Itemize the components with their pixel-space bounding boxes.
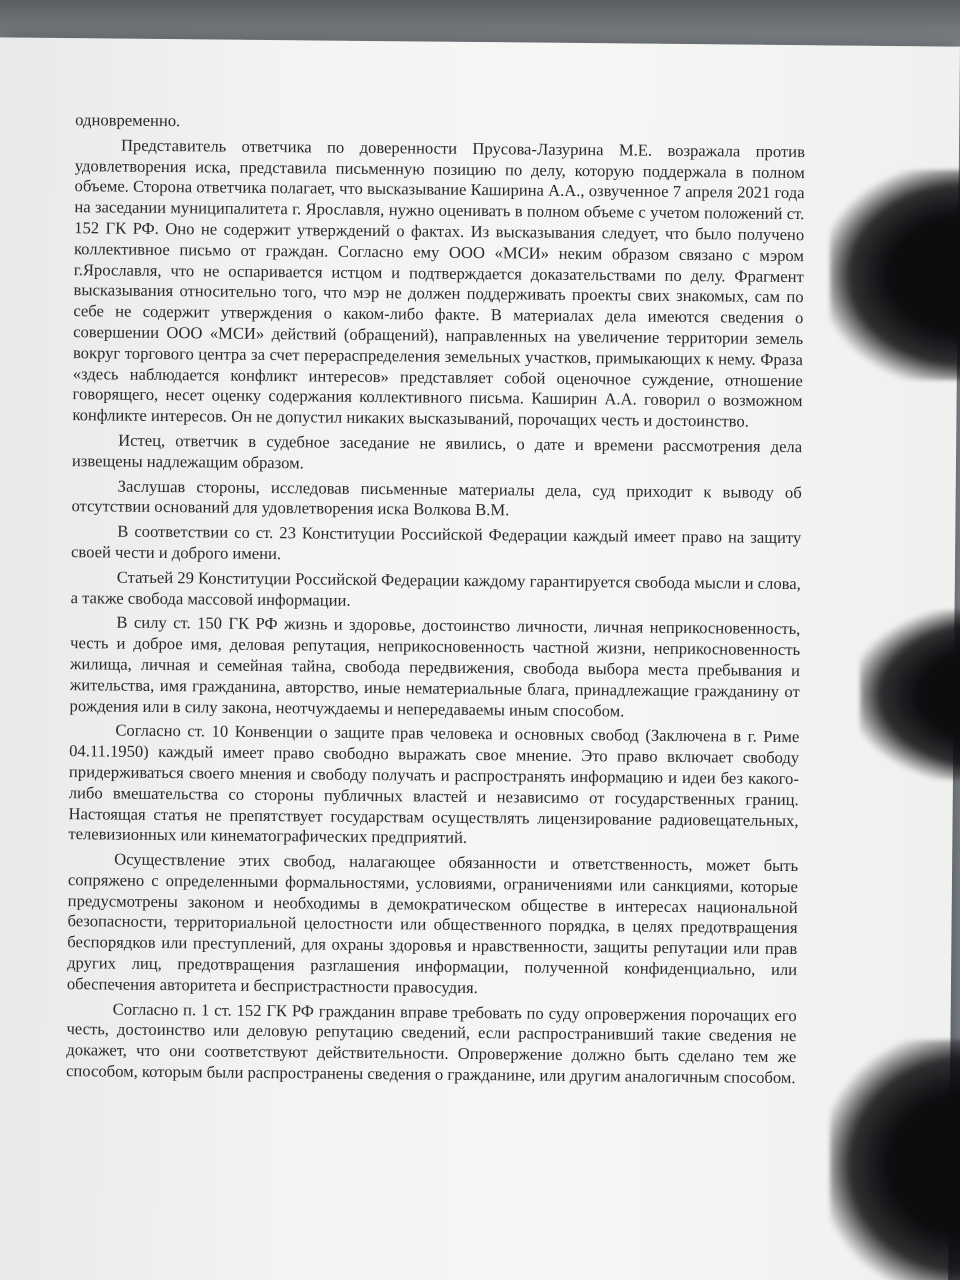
paragraph-constitution-art29: Статьей 29 Конституции Российской Федерации каждому гарантируется свобода мысли и слова, а также свобода массовой информации. <box>70 567 801 610</box>
document-page <box>0 37 960 1280</box>
paragraph-court-conclusion: Заслушав стороны, исследовав письменные материалы дела, суд приходит к выводу об отсутствии оснований для удовлетворения иска Волкова В.М. <box>71 476 802 520</box>
paragraph-freedoms-restrictions: Осуществление этих свобод, налагающее обязанности и ответственность, может быть сопряжено с определенными формальностями, условиями, ограничениями или санкциями, которые предусмотрены законом и необходимы в демократическом обществе в интересах национальной безопасности, территориальной целостности или общественного порядка, в целях предотвращения беспорядков или преступлений, для охраны здоровья и нравственности, защиты репутации или прав других лиц, предотвращения разглашения информации, полученной конфиденциально, или обеспечения авторитета и беспристрастности правосудия. <box>66 849 799 997</box>
paragraph-civil-code-art150: В силу ст. 150 ГК РФ жизнь и здоровье, достоинство личности, личная неприкосновенность, честь и доброе имя, деловая репутация, неприкосновенность частной жизни, неприкосновенность жилища, личная и семейная тайна, свобода передвижения, свобода выбора места пребывания и жительства, имя гражданина, авторство, иные нематериальные блага, принадлежащие гражданину от рождения или в силу закона, неотчуждаемы и непередаваемы иным способом. <box>69 612 801 720</box>
paragraph-civil-code-art152: Согласно п. 1 ст. 152 ГК РФ гражданин вправе требовать по суду опровержения порочащих его честь, достоинство или деловую репутацию сведений, если распространивший такие сведения не докажет, что они соответствуют действительности. Опровержение должно быть сделано тем же способом, которым были распространены сведения о гражданине, или другим аналогичным способом. <box>66 999 797 1088</box>
document-body <box>66 110 805 1093</box>
paragraph-continuation: одновременно. <box>75 110 181 131</box>
paragraph-convention-art10: Согласно ст. 10 Конвенции о защите прав человека и основных свобод (Заключена в г. Риме 04.11.1950) каждый имеет право свободно выражать свое мнение. Это право включает свободу придерживаться своего мнения и свободу получать и распространять информацию и идеи без какого-либо вмешательства со стороны публичных властей и независимо от государственных границ. Настоящая статья не препятствует государствам осуществлять лицензирование радиовещательных, телевизионных или кинематографических предприятий. <box>68 720 800 848</box>
paragraph-parties-absent: Истец, ответчик в судебное заседание не явились, о дате и времени рассмотрения дела извещены надлежащим образом. <box>71 430 803 473</box>
paragraph-respondent-position: Представитель ответчика по доверенности Прусова-Лазурина М.Е. возражала против удовлетворения иска, представила письменную позицию по делу, которую поддержала в полном объеме. Сторона ответчика полагает, что высказывание Каширина А.А., озвученное 7 апреля 2021 года на заседании муниципалитета г. Ярославля, нужно оценивать в полном объеме с учетом положений ст. 152 ГК РФ. Оно не содержит утверждений о фактах. Из высказывания следует, что было получено коллективное письмо от граждан. Согласно ему ООО «МСИ» неким образом связано с мэром г.Ярославля, что не оспаривается истцом и подтверждается доказательствами по делу. Фрагмент высказывания относительно того, что мэр не должен поддерживать проекты свих знакомых, сам по себе не содержит утверждения о каком-либо факте. В материалах дела имеются сведения о совершении ООО «МСИ» действий (обращений), направленных на увеличение территории земель вокруг торгового центра за счет перераспределения земельных участков, примыкающих к нему. Фраза «здесь наблюдается конфликт интересов» представляет собой оценочное суждение, отношение говорящего, несет оценку содержания коллективного письма. Каширин А.А. говорил о возможном конфликте интересов. Он не допустил никаких высказываний, порочащих честь и достоинство. <box>72 135 806 431</box>
paragraph-constitution-art23: В соответствии со ст. 23 Конституции Российской Федерации каждый имеет право на защиту своей чести и доброго имени. <box>70 521 802 564</box>
